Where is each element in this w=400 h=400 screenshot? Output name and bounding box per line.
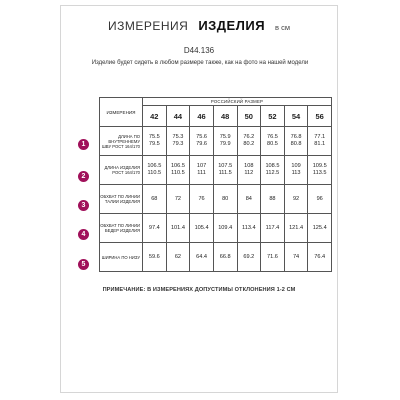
fit-note: Изделие будет сидеть в любом размере также, как на фото на нашей модели [91, 60, 309, 66]
group-header: РОССИЙСКИЙ РАЗМЕР [143, 98, 332, 106]
product-code: D44.136 [183, 46, 215, 55]
size-header-44: 44 [166, 106, 190, 127]
row-label: ОБХВАТ ПО ЛИНИИ ТАЛИИ ИЗДЕЛИЯ [100, 185, 143, 214]
table-cell: 75.6 79.6 [190, 127, 214, 156]
table-cell: 109.5 113.5 [308, 156, 332, 185]
table-cell: 105.4 [190, 214, 214, 243]
table-cell: 88 [261, 185, 285, 214]
table-body [100, 127, 332, 272]
corner-label: ИЗМЕРЕНИЯ [100, 98, 143, 127]
table-cell: 109.4 [213, 214, 237, 243]
table-cell: 71.6 [261, 243, 285, 272]
table-cell: 92 [284, 185, 308, 214]
table-cell: 108.5 112.5 [261, 156, 285, 185]
table-cell: 75.3 79.3 [166, 127, 190, 156]
table-cell: 84 [237, 185, 261, 214]
table-cell: 113.4 [237, 214, 261, 243]
table-cell: 69.2 [237, 243, 261, 272]
table-group-header-row [100, 98, 332, 106]
table-cell: 108 112 [237, 156, 261, 185]
table-cell: 97.4 [143, 214, 167, 243]
page-title [61, 18, 337, 36]
table-cell: 76.5 80.5 [261, 127, 285, 156]
table-cell: 96 [308, 185, 332, 214]
table-cell: 76.8 80.8 [284, 127, 308, 156]
size-header-54: 54 [284, 106, 308, 127]
row-badge-4: 4 [78, 229, 89, 240]
size-header-56: 56 [308, 106, 332, 127]
table-cell: 72 [166, 185, 190, 214]
table-cell: 76.4 [308, 243, 332, 272]
row-label: ДЛИНА ИЗДЕЛИЯ РОСТ 164/170 [100, 156, 143, 185]
table-cell: 74 [284, 243, 308, 272]
table-cell: 77.1 81.1 [308, 127, 332, 156]
table-cell: 64.4 [190, 243, 214, 272]
table-cell: 106.5 110.5 [166, 156, 190, 185]
size-header-46: 46 [190, 106, 214, 127]
size-header-42: 42 [143, 106, 167, 127]
table-cell: 125.4 [308, 214, 332, 243]
title-unit: в см [275, 23, 291, 32]
table-cell: 76.2 80.2 [237, 127, 261, 156]
size-header-50: 50 [237, 106, 261, 127]
table-cell: 109 113 [284, 156, 308, 185]
table-row [100, 156, 332, 185]
table-cell: 121.4 [284, 214, 308, 243]
table-row [100, 127, 332, 156]
size-header-48: 48 [213, 106, 237, 127]
table-row [100, 214, 332, 243]
table-cell: 59.6 [143, 243, 167, 272]
row-label: ОБХВАТ ПО ЛИНИИ БЕДЕР ИЗДЕЛИЯ [100, 214, 143, 243]
row-badge-2: 2 [78, 171, 89, 182]
table-cell: 106.5 110.5 [143, 156, 167, 185]
row-label: ШИРИНА ПО НИЗУ [100, 243, 143, 272]
table-cell: 75.9 79.9 [213, 127, 237, 156]
table-cell: 101.4 [166, 214, 190, 243]
table-cell: 66.8 [213, 243, 237, 272]
table-cell: 117.4 [261, 214, 285, 243]
row-label: ДЛИНА ПО ВНУТРЕННЕМУ ШВУ РОСТ 164/170 [100, 127, 143, 156]
title-measurements: ИЗМЕРЕНИЯ [107, 19, 189, 33]
row-badge-1: 1 [78, 139, 89, 150]
table-cell: 68 [143, 185, 167, 214]
table-cell: 75.5 79.5 [143, 127, 167, 156]
table-cell: 62 [166, 243, 190, 272]
table-cell: 107 111 [190, 156, 214, 185]
table-cell: 80 [213, 185, 237, 214]
table-row [100, 185, 332, 214]
title-items: ИЗДЕЛИЯ [198, 18, 266, 33]
table-cell: 107.5 111.5 [213, 156, 237, 185]
table-cell: 76 [190, 185, 214, 214]
size-header-52: 52 [261, 106, 285, 127]
size-chart-sheet [60, 5, 338, 393]
row-badge-3: 3 [78, 200, 89, 211]
size-table [99, 97, 332, 272]
row-badge-5: 5 [78, 259, 89, 270]
table-row [100, 243, 332, 272]
footnote: ПРИМЕЧАНИЕ: В ИЗМЕРЕНИЯХ ДОПУСТИМЫ ОТКЛОНЕНИЯ 1-2 СМ [102, 287, 296, 293]
